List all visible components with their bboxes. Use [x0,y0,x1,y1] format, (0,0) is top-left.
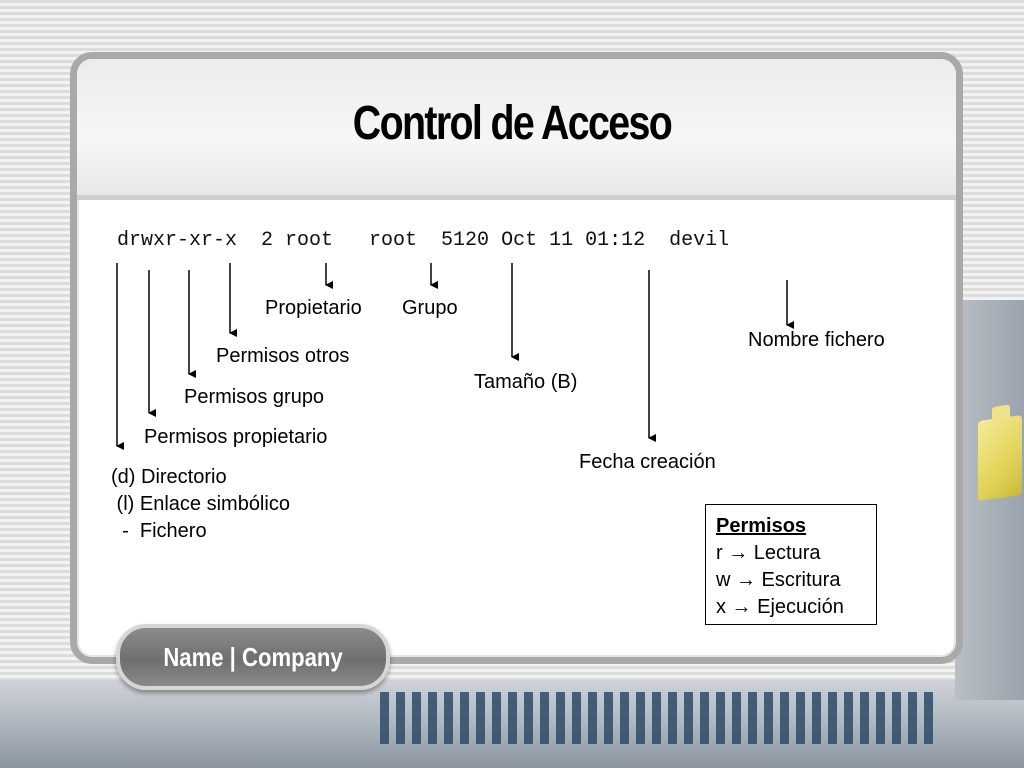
legend-item-exec: x → Ejecución [716,596,844,618]
label-tipo-directorio: (d) Directorio [111,466,227,488]
label-fecha-creacion: Fecha creación [579,451,716,473]
label-tipo-fichero: - Fichero [111,520,207,542]
label-permisos-otros: Permisos otros [216,345,350,367]
label-tamano: Tamaño (B) [474,371,578,393]
label-nombre-fichero: Nombre fichero [748,329,885,351]
legend-item-write: w → Escritura [716,569,841,591]
legend-item-read: r → Lectura [716,542,821,564]
label-permisos-propietario: Permisos propietario [144,426,328,448]
label-propietario: Propietario [265,297,362,319]
ls-output-line: drwxr-xr-x 2 root root 5120 Oct 11 01:12 devil [117,229,730,252]
label-permisos-grupo: Permisos grupo [184,386,325,408]
slide-title: Control de Acceso [352,97,672,150]
legend-title: Permisos [716,515,807,537]
footer-text: Name | Company [163,642,343,672]
footer-name-tab [116,624,390,690]
label-tipo-enlace: (l) Enlace simbólico [111,493,290,515]
label-grupo: Grupo [402,297,458,319]
permisos-legend-box [705,504,877,625]
